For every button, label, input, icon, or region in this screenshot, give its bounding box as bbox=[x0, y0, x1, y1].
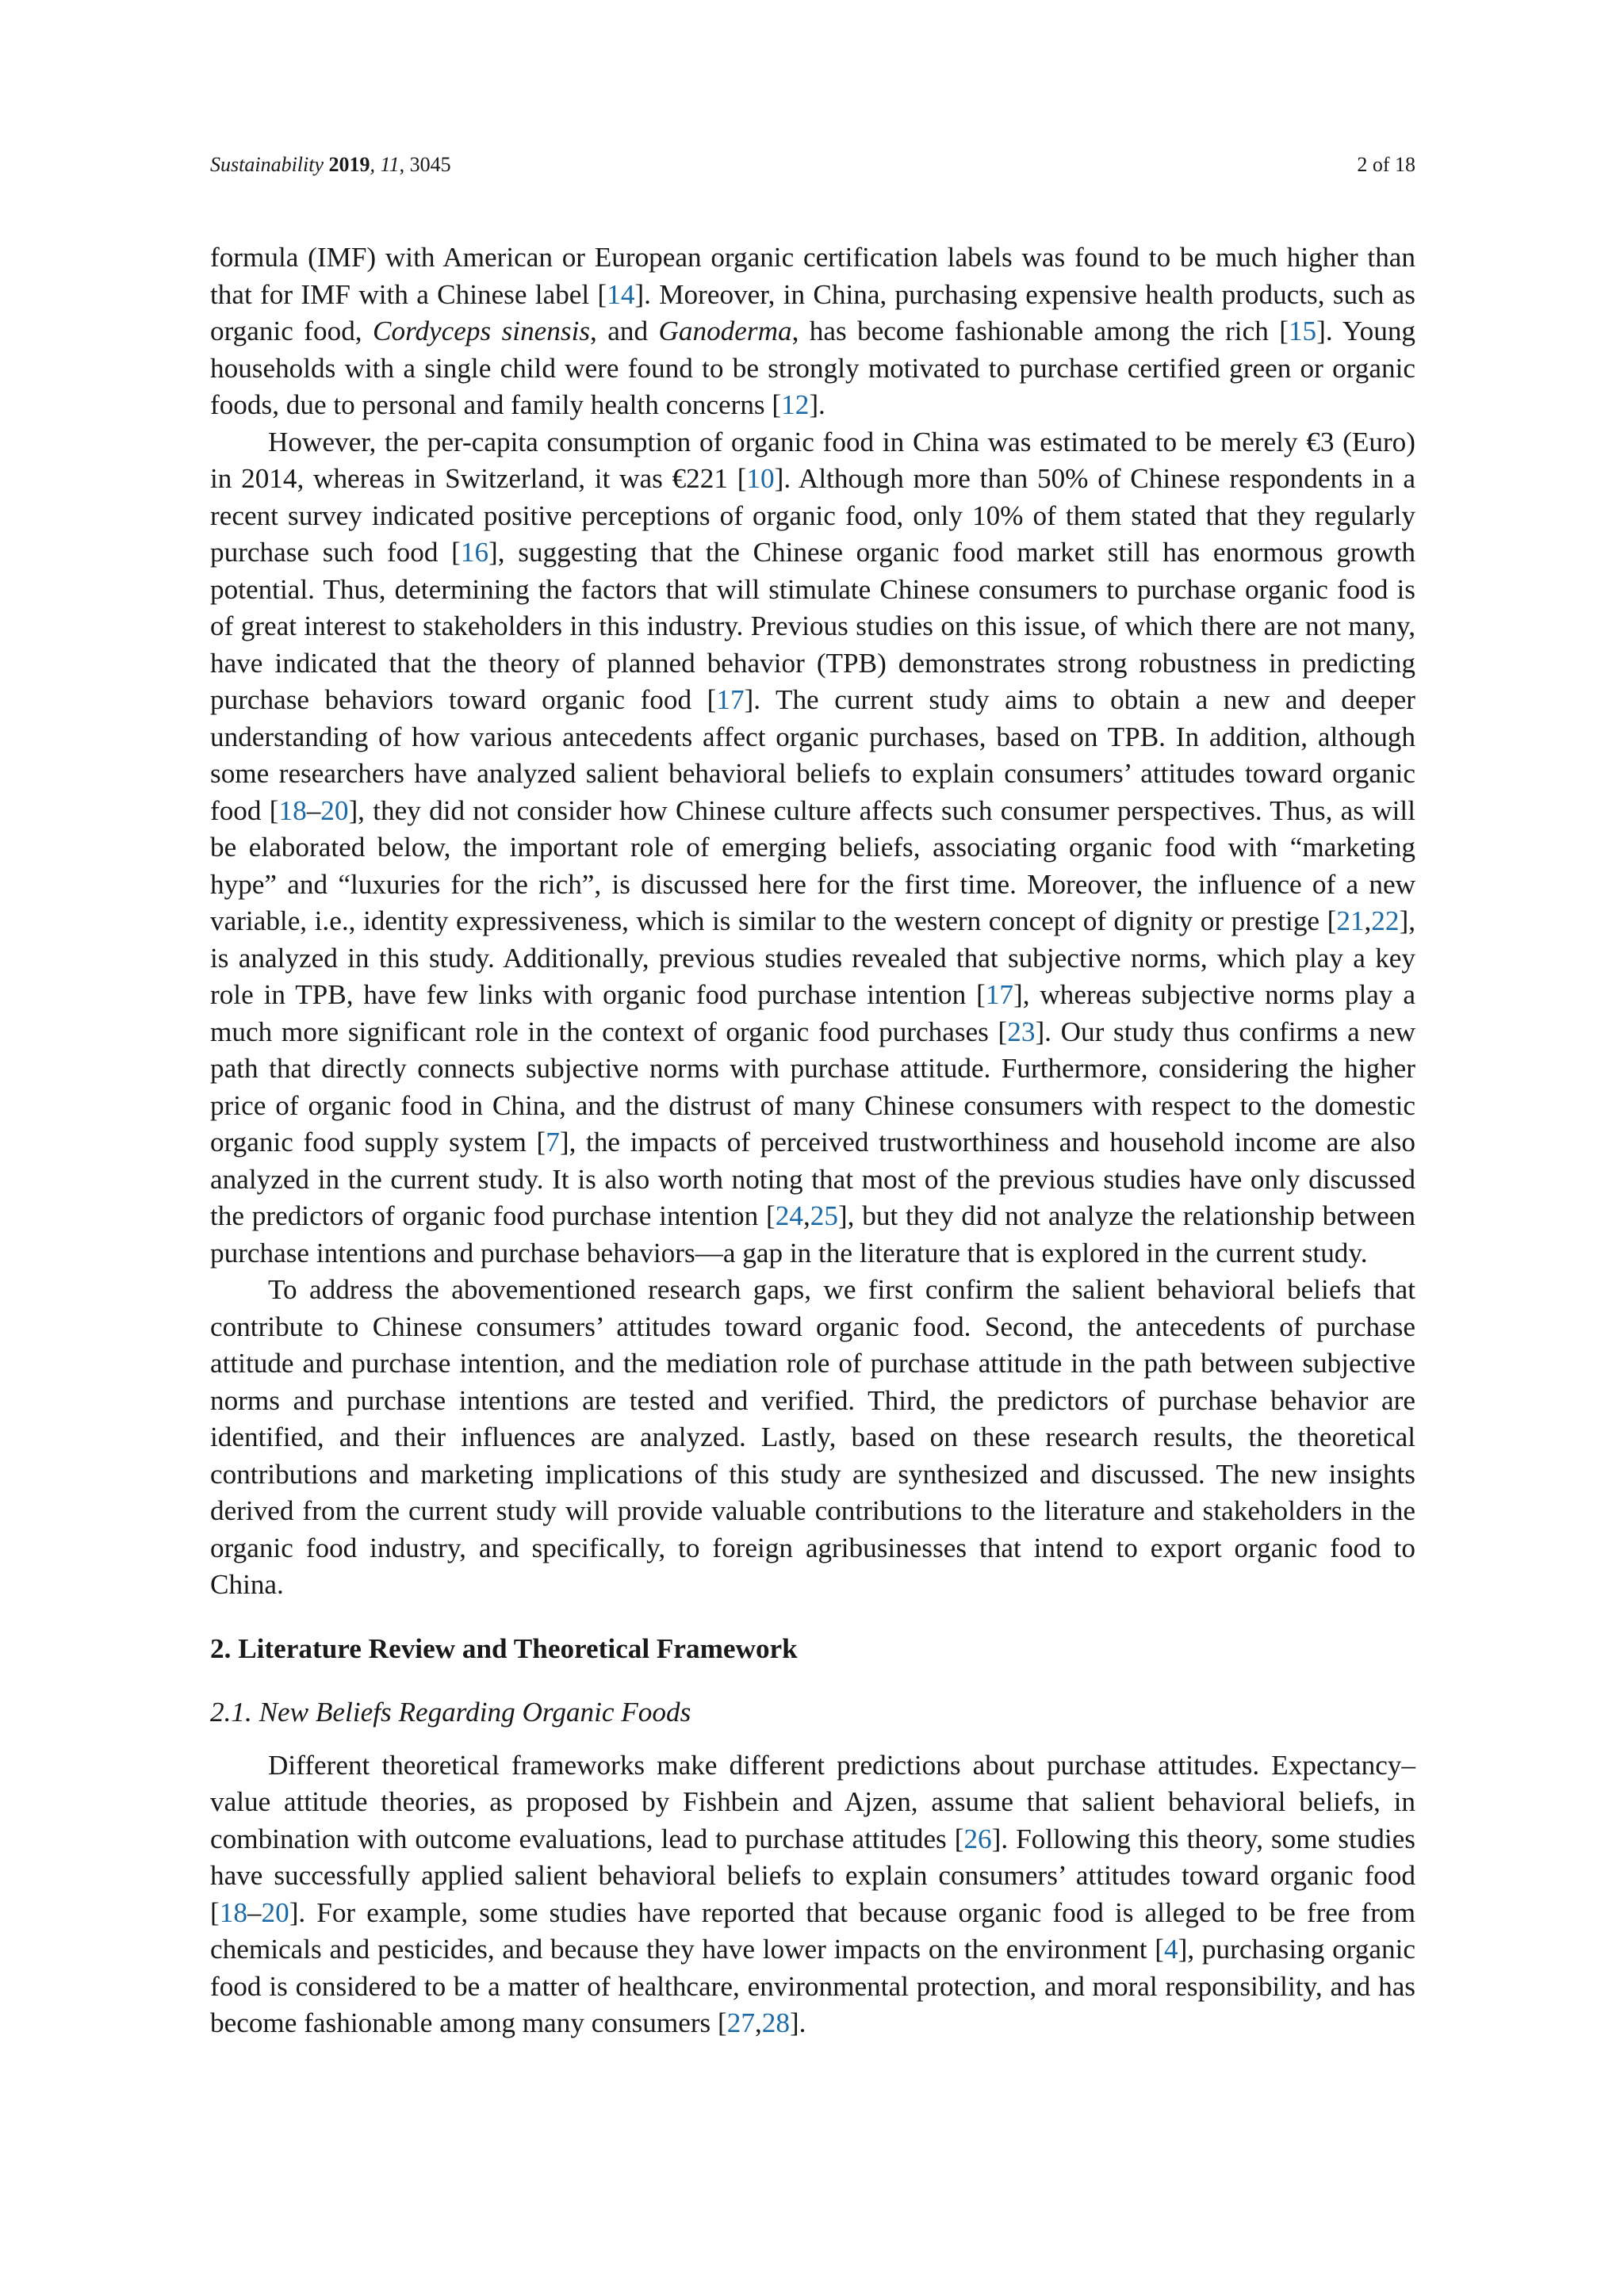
citation-link[interactable]: 28 bbox=[761, 2007, 790, 2038]
text-run: ], they did not consider how Chinese culture affects such consumer perspectives. Thus, as will be elaborated below, the important role of emerging beliefs, associating organic food with “marketing hype” and “luxuries for the rich”, is discussed here for the first time. Moreover, the influence of a new variable, i.e., identity expressiveness, which is similar to the western concept of dignity or prestige [ bbox=[210, 794, 1415, 936]
citation-link[interactable]: 14 bbox=[607, 278, 635, 310]
citation-link[interactable]: 24 bbox=[775, 1200, 803, 1231]
journal-year: 2019 bbox=[328, 153, 370, 176]
citation-link[interactable]: 17 bbox=[985, 979, 1013, 1010]
text-run: – bbox=[306, 794, 321, 826]
text-run: ]. Although more than 50% of Chinese respondents in a recent survey indicated positive perceptions of organic food, only 10% of them stated that they regularly purchase such food [ bbox=[210, 463, 1415, 568]
body-text bbox=[210, 239, 1415, 2042]
paragraph-2 bbox=[210, 424, 1415, 1272]
citation-link[interactable]: 10 bbox=[746, 463, 775, 494]
species-name: Ganoderma bbox=[658, 316, 792, 346]
text-run: , bbox=[1364, 905, 1372, 936]
journal-name: Sustainability bbox=[210, 153, 324, 176]
section-heading: 2. Literature Review and Theoretical Framework bbox=[210, 1632, 798, 1664]
citation-link[interactable]: 27 bbox=[726, 2007, 755, 2038]
text-run: , bbox=[754, 2007, 762, 2038]
citation-link[interactable]: 18 bbox=[278, 794, 307, 826]
article-number: , 3045 bbox=[399, 153, 451, 176]
text-run: , and bbox=[590, 316, 659, 346]
text-run: ]. For example, some studies have reported that because organic food is alleged to be free from chemicals and pesticides, and because they have lower impacts on the environment [ bbox=[210, 1896, 1415, 1965]
text-run: ], suggesting that the Chinese organic food market still has enormous growth potential. Thus, determining the factors that will stimulate Chinese consumers to purchase organic food is of great interest to stakeholders in this industry. Previous studies on this issue, of which there are not many, have indicated that the theory of planned behavior (TPB) demonstrates strong robustness in predicting purchase behaviors toward organic food [ bbox=[210, 537, 1416, 715]
citation-link[interactable]: 18 bbox=[219, 1896, 247, 1928]
citation-link[interactable]: 7 bbox=[546, 1127, 560, 1158]
citation-link[interactable]: 22 bbox=[1371, 905, 1400, 936]
paragraph-4 bbox=[210, 1747, 1415, 2042]
text-run: ], but they did not analyze the relationship between purchase intentions and purchase behaviors—a gap in the literature that is explored in the current study. bbox=[210, 1200, 1415, 1269]
journal-citation: Sustainability 2019, 11, 3045 bbox=[210, 153, 451, 176]
text-run: , bbox=[802, 1200, 810, 1231]
text-run: ]. Following this theory, some studies have successfully applied salient behavioral beliefs to explain consumers’ attitudes toward organic food [ bbox=[210, 1823, 1415, 1928]
text-run: ]. Moreover, in China, purchasing expensive health products, such as organic food, bbox=[210, 278, 1415, 346]
text-run: – bbox=[247, 1896, 262, 1928]
species-name: Cordyceps sinensis bbox=[373, 316, 591, 346]
citation-link[interactable]: 15 bbox=[1288, 316, 1317, 346]
text-run: ]. Young households with a single child were found to be strongly motivated to purchase certified green or organic foods, due to personal and family health concerns [ bbox=[210, 316, 1416, 420]
running-head bbox=[210, 152, 1415, 178]
paragraph-1 bbox=[210, 239, 1415, 424]
text-run: ]. bbox=[789, 2007, 806, 2038]
subsection-heading: 2.1. New Beliefs Regarding Organic Foods bbox=[210, 1697, 691, 1728]
text-run: ], is analyzed in this study. Additionally, previous studies revealed that subjective norms, which play a key role in TPB, have few links with organic food purchase intention [ bbox=[210, 905, 1415, 1010]
citation-link[interactable]: 21 bbox=[1336, 905, 1365, 936]
citation-link[interactable]: 17 bbox=[716, 684, 745, 715]
citation-link[interactable]: 25 bbox=[810, 1200, 838, 1231]
text-run: ], purchasing organic food is considered to be a matter of healthcare, environmental protection, and moral responsibility, and has become fashionable among many consumers [ bbox=[210, 1934, 1415, 2038]
text-run: ], whereas subjective norms play a much more significant role in the context of organic food purchases [ bbox=[210, 979, 1415, 1047]
citation-link[interactable]: 12 bbox=[781, 389, 810, 420]
text-run: formula (IMF) with American or European organic certification labels was found to be much higher than that for IMF with a Chinese label [ bbox=[210, 242, 1415, 310]
text-run: ]. The current study aims to obtain a new and deeper understanding of how various antecedents affect organic purchases, based on TPB. In addition, although some researchers have analyzed salient behavioral beliefs to explain consumers’ attitudes toward organic food [ bbox=[210, 684, 1415, 826]
citation-link[interactable]: 23 bbox=[1007, 1016, 1036, 1047]
page-indicator: 2 of 18 bbox=[1357, 153, 1415, 176]
paragraph-3: To address the abovementioned research gaps, we first confirm the salient behavioral beliefs that contribute to Chinese consumers’ attitudes toward organic food. Second, the antecedents of purchase attitude and purchase intention, and the mediation role of purchase attitude in the path between subjective norms and purchase intentions are tested and verified. Third, the predictors of purchase behavior are identified, and their influences are analyzed. Lastly, based on these research results, the theoretical contributions and marketing implications of this study are synthesized and discussed. The new insights derived from the current study will provide valuable contributions to the literature and stakeholders in the organic food industry, and specifically, to foreign agribusinesses that intend to export organic food to China. bbox=[210, 1274, 1415, 1600]
citation-link[interactable]: 20 bbox=[320, 794, 349, 826]
citation-link[interactable]: 26 bbox=[963, 1823, 992, 1854]
text-run: , has become fashionable among the rich [ bbox=[791, 316, 1289, 346]
text-run: Different theoretical frameworks make different predictions about purchase attitudes. Expectancy–value attitude theories, as proposed by Fishbein and Ajzen, assume that salient behavioral beliefs, in combination with outcome evaluations, lead to purchase attitudes [ bbox=[210, 1749, 1415, 1854]
text-run: ]. bbox=[809, 389, 825, 420]
citation-link[interactable]: 4 bbox=[1164, 1934, 1178, 1965]
citation-link[interactable]: 16 bbox=[460, 537, 489, 568]
citation-link[interactable]: 20 bbox=[261, 1896, 289, 1928]
text-run: ], the impacts of perceived trustworthiness and household income are also analyzed in the current study. It is also worth noting that most of the previous studies have only discussed the predictors of organic food purchase intention [ bbox=[210, 1127, 1415, 1231]
text-run: However, the per-capita consumption of organic food in China was estimated to be merely €3 (Euro) in 2014, whereas in Switzerland, it was €221 [ bbox=[210, 426, 1415, 494]
journal-volume: 11 bbox=[380, 153, 400, 176]
text-run: ]. Our study thus confirms a new path that directly connects subjective norms with purchase attitude. Furthermore, considering the higher price of organic food in China, and the distrust of many Chinese consumers with respect to the domestic organic food supply system [ bbox=[210, 1016, 1415, 1158]
